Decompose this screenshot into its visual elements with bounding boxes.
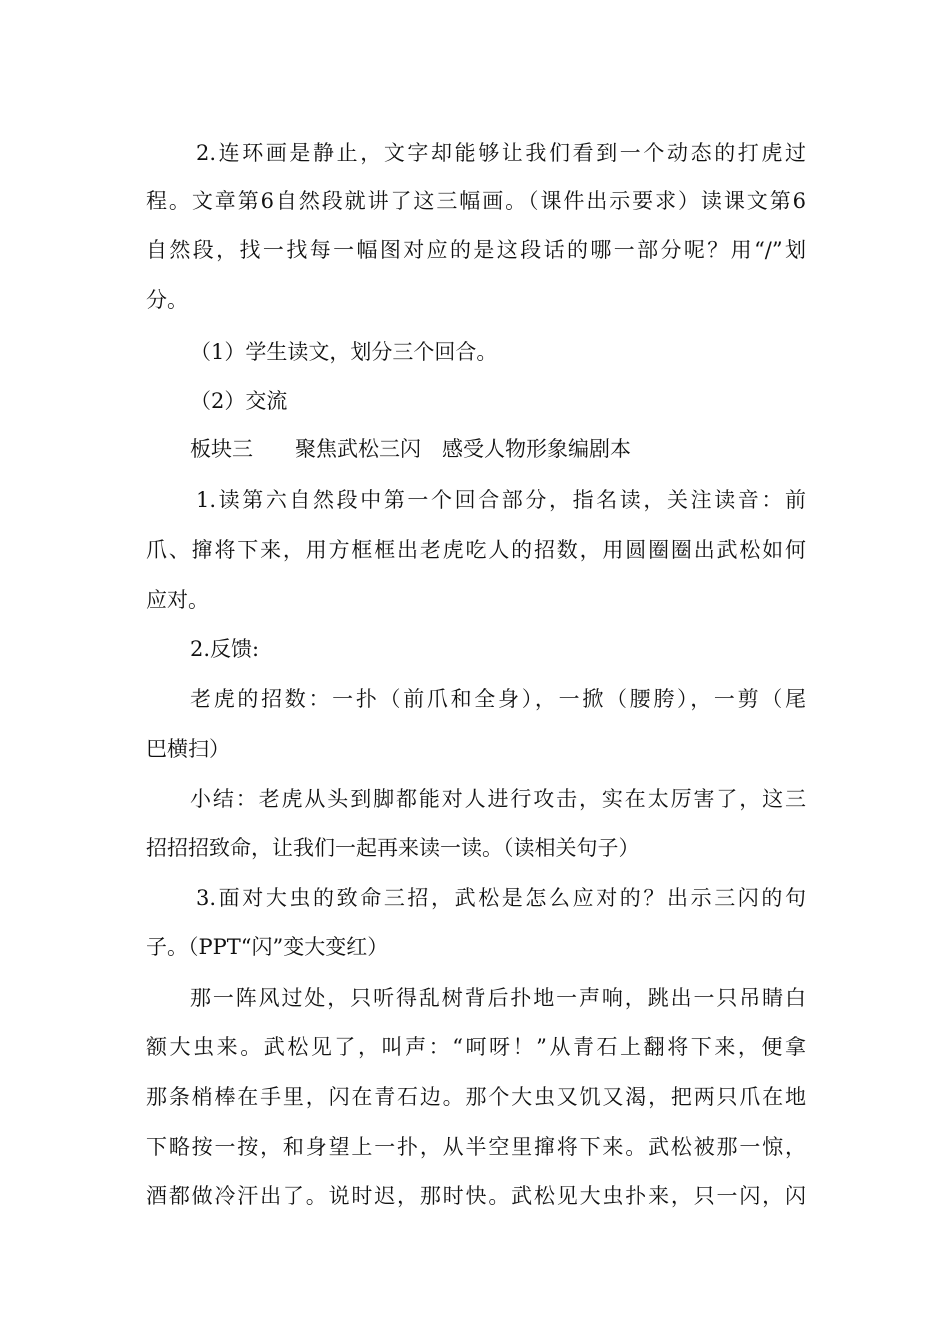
paragraph-line: 额大虫来。武松见了，叫声：“呵呀！”从青石上翻将下来，便拿 (146, 1035, 806, 1059)
section-heading: 板块三 聚焦武松三闪 感受人物形象编剧本 (190, 437, 631, 461)
paragraph-line: 那条梢棒在手里，闪在青石边。那个大虫又饥又渴，把两只爪在地 (146, 1085, 806, 1109)
paragraph-line: 3.面对大虫的致命三招，武松是怎么应对的？出示三闪的句 (196, 886, 806, 910)
paragraph-line: 巴横扫） (146, 737, 230, 761)
paragraph-line: 小结：老虎从头到脚都能对人进行攻击，实在太厉害了，这三 (190, 787, 806, 811)
paragraph-line: 程。文章第6自然段就讲了这三幅画。（课件出示要求）读课文第6 (146, 189, 806, 213)
paragraph-line: 1.读第六自然段中第一个回合部分，指名读，关注读音：前 (196, 488, 806, 512)
paragraph-line: （2）交流 (190, 389, 288, 413)
paragraph-line: 招招招致命，让我们一起再来读一读。（读相关句子） (146, 836, 640, 860)
paragraph-line: （1）学生读文，划分三个回合。 (190, 340, 498, 364)
paragraph-line: 老虎的招数：一扑（前爪和全身），一掀（腰胯），一剪（尾 (190, 687, 806, 711)
paragraph-line: 子。（PPT“闪”变大变红） (146, 935, 389, 959)
paragraph-line: 2.反馈: (190, 637, 260, 661)
paragraph-line: 自然段，找一找每一幅图对应的是这段话的哪一部分呢？用“/”划 (146, 238, 806, 262)
paragraph-line: 那一阵风过处，只听得乱树背后扑地一声响，跳出一只吊睛白 (190, 986, 806, 1010)
paragraph-line: 2.连环画是静止，文字却能够让我们看到一个动态的打虎过 (196, 141, 806, 165)
paragraph-line: 酒都做冷汗出了。说时迟，那时快。武松见大虫扑来，只一闪，闪 (146, 1184, 806, 1208)
paragraph-line: 应对。 (146, 588, 209, 612)
paragraph-line: 下略按一按，和身望上一扑，从半空里撺将下来。武松被那一惊， (146, 1135, 806, 1159)
paragraph-line: 爪、撺将下来，用方框框出老虎吃人的招数，用圆圈圈出武松如何 (146, 538, 806, 562)
paragraph-line: 分。 (146, 288, 188, 312)
